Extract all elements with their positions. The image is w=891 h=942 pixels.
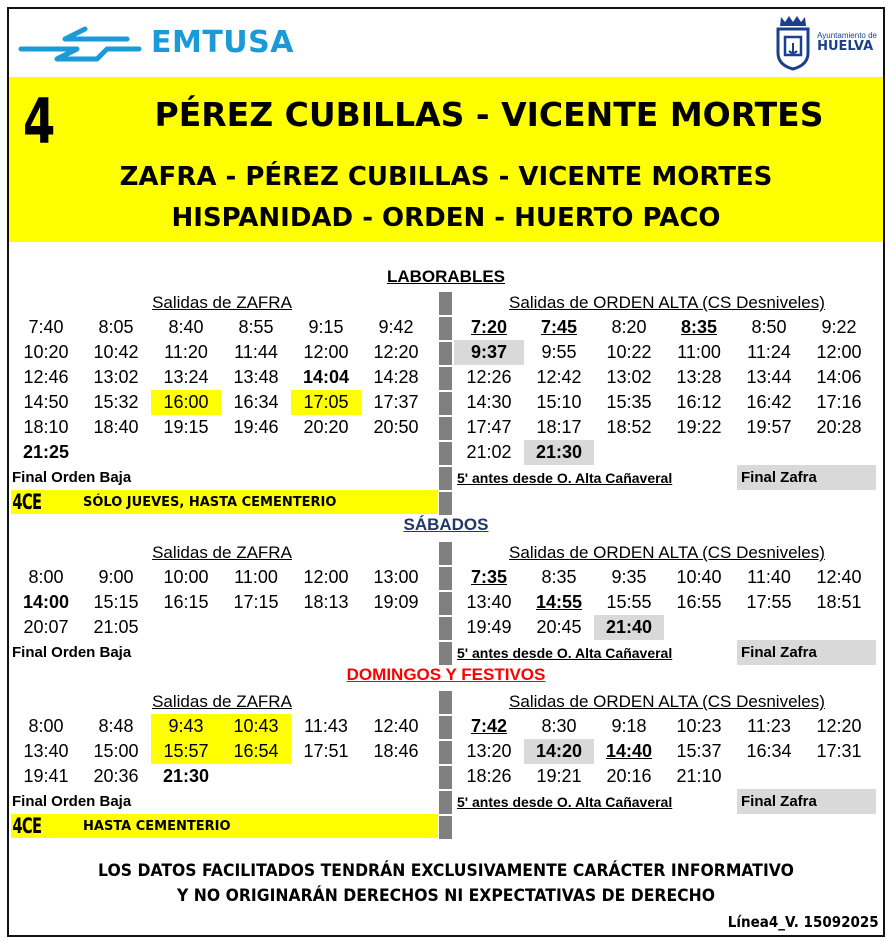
time-cell: 11:44 <box>234 342 278 362</box>
time-cell: 15:32 <box>93 392 139 412</box>
time-cell: 10:22 <box>606 342 652 362</box>
column-header: Salidas de ZAFRA <box>152 692 292 711</box>
sabados-zafra <box>11 540 433 665</box>
table-row <box>11 415 433 440</box>
time-cell: 16:55 <box>676 592 722 612</box>
ce-service-bar <box>11 814 438 838</box>
section-title-sabados: SÁBADOS <box>403 515 489 534</box>
column-header: Salidas de ZAFRA <box>152 543 292 562</box>
section-title-domingos: DOMINGOS Y FESTIVOS <box>346 665 546 684</box>
notes-row <box>454 640 876 665</box>
time-cell: 17:55 <box>746 592 792 612</box>
time-cell: 14:30 <box>466 392 512 412</box>
city-name: HUELVA <box>817 38 874 54</box>
time-cell: 7:42 <box>470 716 508 736</box>
time-cell: 10:23 <box>676 716 722 736</box>
ayuntamiento-label: Ayuntamiento de <box>817 30 877 40</box>
time-cell: 15:10 <box>536 392 582 412</box>
time-cell: 19:21 <box>536 766 582 786</box>
header <box>9 9 883 77</box>
time-cell: 17:15 <box>233 592 279 612</box>
final-note: Final Orden Baja <box>12 793 132 810</box>
table-row <box>11 714 433 739</box>
time-cell: 9:37 <box>454 340 524 365</box>
time-cell: 19:22 <box>676 417 722 437</box>
time-cell: 13:20 <box>466 741 512 761</box>
time-cell: 18:10 <box>23 417 69 437</box>
time-cell: 14:06 <box>816 367 862 387</box>
line-number: 4 <box>23 85 56 158</box>
column-header: Salidas de ORDEN ALTA (CS Desniveles) <box>509 543 825 562</box>
section-title-laborables: LABORABLES <box>386 267 506 286</box>
time-cell: 21:02 <box>466 442 512 462</box>
table-row <box>11 739 433 764</box>
table-row <box>11 764 433 789</box>
time-cell: 9:42 <box>378 317 414 337</box>
time-cell: 15:00 <box>93 741 139 761</box>
time-cell: 21:25 <box>22 442 70 462</box>
time-cell: 20:50 <box>373 417 419 437</box>
time-cell: 15:57 <box>151 739 221 764</box>
time-cell: 17:16 <box>816 392 862 412</box>
table-row <box>454 764 876 789</box>
time-cell: 9:35 <box>611 567 647 587</box>
time-cell: 9:00 <box>98 567 134 587</box>
time-cell: 9:55 <box>541 342 577 362</box>
time-cell: 7:45 <box>540 317 578 337</box>
table-row <box>454 415 876 440</box>
table-row <box>11 365 433 390</box>
emtusa-arrows-icon <box>17 19 145 65</box>
time-cell: 16:12 <box>676 392 722 412</box>
time-cell: 12:40 <box>816 567 862 587</box>
table-row <box>454 714 876 739</box>
sabados-orden-alta <box>454 540 876 665</box>
ce-code: 4CE <box>12 814 42 838</box>
notes-row <box>454 789 876 814</box>
emtusa-logo <box>17 19 294 65</box>
table-row <box>11 390 433 415</box>
time-cell: 18:46 <box>373 741 419 761</box>
time-cell: 11:43 <box>304 716 348 736</box>
time-cell: 18:26 <box>466 766 512 786</box>
disclaimer-line2: Y NO ORIGINARÁN DERECHOS NI EXPECTATIVAS DE DERECHO <box>176 886 716 906</box>
time-cell: 10:42 <box>93 342 139 362</box>
time-cell: 13:28 <box>676 367 722 387</box>
time-cell: 13:40 <box>466 592 512 612</box>
time-cell: 13:02 <box>606 367 652 387</box>
table-row <box>11 440 433 465</box>
time-cell: 11:00 <box>677 342 721 362</box>
domingos-orden-alta <box>454 689 876 814</box>
time-cell: 19:15 <box>163 417 209 437</box>
time-cell: 11:40 <box>747 567 791 587</box>
table-row <box>11 565 433 590</box>
time-cell: 8:35 <box>680 317 718 337</box>
time-cell: 18:40 <box>93 417 139 437</box>
laborables-orden-alta <box>454 290 876 490</box>
time-cell: 10:00 <box>163 567 209 587</box>
time-cell: 19:41 <box>23 766 69 786</box>
time-cell: 14:20 <box>524 739 594 764</box>
time-cell: 15:15 <box>93 592 139 612</box>
time-cell: 8:35 <box>541 567 577 587</box>
time-cell: 11:20 <box>164 342 208 362</box>
time-cell: 12:40 <box>373 716 419 736</box>
table-row <box>454 565 876 590</box>
ce-service-bar <box>11 490 438 514</box>
time-cell: 21:05 <box>93 617 139 637</box>
time-cell: 11:00 <box>234 567 278 587</box>
disclaimer <box>44 859 848 909</box>
time-cell: 13:00 <box>373 567 419 587</box>
time-cell: 19:57 <box>746 417 792 437</box>
time-cell: 8:50 <box>751 317 787 337</box>
time-cell: 18:17 <box>536 417 582 437</box>
time-cell: 14:28 <box>373 367 419 387</box>
table-row <box>11 615 433 640</box>
final-note: Final Orden Baja <box>12 469 132 486</box>
table-row <box>11 315 433 340</box>
notes-row <box>454 465 876 490</box>
final-note: Final Zafra <box>737 789 876 814</box>
time-cell: 12:00 <box>303 342 349 362</box>
disclaimer-line1: LOS DATOS FACILITADOS TENDRÁN EXCLUSIVAMENTE CARÁCTER INFORMATIVO <box>98 861 794 881</box>
time-cell: 13:48 <box>233 367 279 387</box>
time-cell: 16:42 <box>746 392 792 412</box>
time-cell: 20:28 <box>816 417 862 437</box>
time-cell: 15:55 <box>606 592 652 612</box>
time-cell: 13:02 <box>93 367 139 387</box>
time-cell: 12:46 <box>23 367 69 387</box>
origin-note: 5' antes desde O. Alta Cañaveral <box>457 644 673 661</box>
column-header: Salidas de ZAFRA <box>152 293 292 312</box>
time-cell: 19:49 <box>466 617 512 637</box>
time-cell: 21:10 <box>676 766 722 786</box>
time-cell: 19:09 <box>373 592 419 612</box>
route-name: PÉREZ CUBILLAS - VICENTE MORTES <box>154 95 824 134</box>
time-cell: 7:35 <box>470 567 508 587</box>
table-row <box>454 590 876 615</box>
time-cell: 13:44 <box>746 367 792 387</box>
laborables-zafra <box>11 290 433 514</box>
time-cell: 20:45 <box>536 617 582 637</box>
time-cell: 16:34 <box>746 741 792 761</box>
origin-note: 5' antes desde O. Alta Cañaveral <box>457 469 673 486</box>
time-cell: 9:22 <box>821 317 857 337</box>
time-cell: 16:34 <box>233 392 279 412</box>
time-cell: 12:00 <box>303 567 349 587</box>
coat-of-arms-icon <box>773 13 813 71</box>
time-cell: 13:40 <box>23 741 69 761</box>
time-cell: 10:40 <box>676 567 722 587</box>
ce-text: HASTA CEMENTERIO <box>83 818 231 834</box>
domingos-zafra <box>11 689 433 838</box>
time-cell: 21:30 <box>524 440 594 465</box>
route-stops-line1: ZAFRA - PÉREZ CUBILLAS - VICENTE MORTES <box>119 162 773 192</box>
time-cell: 11:24 <box>747 342 791 362</box>
time-cell: 12:20 <box>816 716 862 736</box>
time-cell: 9:43 <box>151 714 221 739</box>
time-cell: 19:46 <box>233 417 279 437</box>
time-cell: 14:04 <box>302 367 350 387</box>
time-cell: 20:20 <box>303 417 349 437</box>
time-cell: 20:36 <box>93 766 139 786</box>
time-cell: 12:00 <box>816 342 862 362</box>
table-row <box>454 390 876 415</box>
origin-note: 5' antes desde O. Alta Cañaveral <box>457 793 673 810</box>
time-cell: 12:20 <box>373 342 419 362</box>
column-header: Salidas de ORDEN ALTA (CS Desniveles) <box>509 692 825 711</box>
time-cell: 14:55 <box>535 592 583 612</box>
time-cell: 8:48 <box>98 716 134 736</box>
table-row <box>454 615 876 640</box>
version-label: Línea4_V. 15092025 <box>728 913 879 931</box>
time-cell: 17:51 <box>303 741 349 761</box>
time-cell: 16:15 <box>163 592 209 612</box>
time-cell: 20:16 <box>606 766 652 786</box>
time-cell: 20:07 <box>23 617 69 637</box>
column-separator <box>439 691 452 841</box>
time-cell: 18:13 <box>303 592 349 612</box>
time-cell: 8:40 <box>168 317 204 337</box>
table-row <box>454 315 876 340</box>
table-row <box>454 365 876 390</box>
time-cell: 8:30 <box>541 716 577 736</box>
time-cell: 18:52 <box>606 417 652 437</box>
route-stops-line2: HISPANIDAD - ORDEN - HUERTO PACO <box>171 203 721 233</box>
time-cell: 10:20 <box>23 342 69 362</box>
time-cell: 8:00 <box>28 567 64 587</box>
time-cell: 18:51 <box>816 592 862 612</box>
time-cell: 9:18 <box>611 716 647 736</box>
column-header: Salidas de ORDEN ALTA (CS Desniveles) <box>509 293 825 312</box>
time-cell: 14:40 <box>605 741 653 761</box>
time-cell: 21:30 <box>162 766 210 786</box>
ayuntamiento-logo <box>773 13 877 71</box>
time-cell: 14:00 <box>22 592 70 612</box>
brand-name: EMTUSA <box>151 24 294 60</box>
time-cell: 9:15 <box>308 317 344 337</box>
time-cell: 12:26 <box>466 367 512 387</box>
table-row <box>454 739 876 764</box>
time-cell: 16:54 <box>221 739 291 764</box>
route-banner <box>9 77 883 242</box>
timetable-sheet <box>7 7 885 937</box>
time-cell: 12:42 <box>536 367 582 387</box>
final-note: Final Zafra <box>737 640 876 665</box>
column-separator <box>439 292 452 517</box>
time-cell: 10:43 <box>221 714 291 739</box>
time-cell: 11:23 <box>747 716 791 736</box>
final-note: Final Orden Baja <box>12 644 132 661</box>
time-cell: 17:31 <box>816 741 862 761</box>
time-cell: 16:00 <box>151 390 221 415</box>
time-cell: 15:37 <box>676 741 722 761</box>
time-cell: 17:05 <box>291 390 361 415</box>
time-cell: 8:20 <box>611 317 647 337</box>
time-cell: 15:35 <box>606 392 652 412</box>
time-cell: 13:24 <box>163 367 209 387</box>
time-cell: 7:20 <box>470 317 508 337</box>
time-cell: 8:05 <box>98 317 134 337</box>
time-cell: 14:50 <box>23 392 69 412</box>
ce-text: SÓLO JUEVES, HASTA CEMENTERIO <box>83 494 337 510</box>
time-cell: 8:00 <box>28 716 64 736</box>
table-row <box>11 340 433 365</box>
time-cell: 8:55 <box>238 317 274 337</box>
time-cell: 17:47 <box>466 417 512 437</box>
column-separator <box>439 542 452 667</box>
table-row <box>11 590 433 615</box>
ce-code: 4CE <box>12 490 42 514</box>
time-cell: 17:37 <box>373 392 419 412</box>
table-row <box>454 340 876 365</box>
time-cell: 7:40 <box>28 317 64 337</box>
time-cell: 21:40 <box>594 615 664 640</box>
table-row <box>454 440 876 465</box>
final-note: Final Zafra <box>737 465 876 490</box>
